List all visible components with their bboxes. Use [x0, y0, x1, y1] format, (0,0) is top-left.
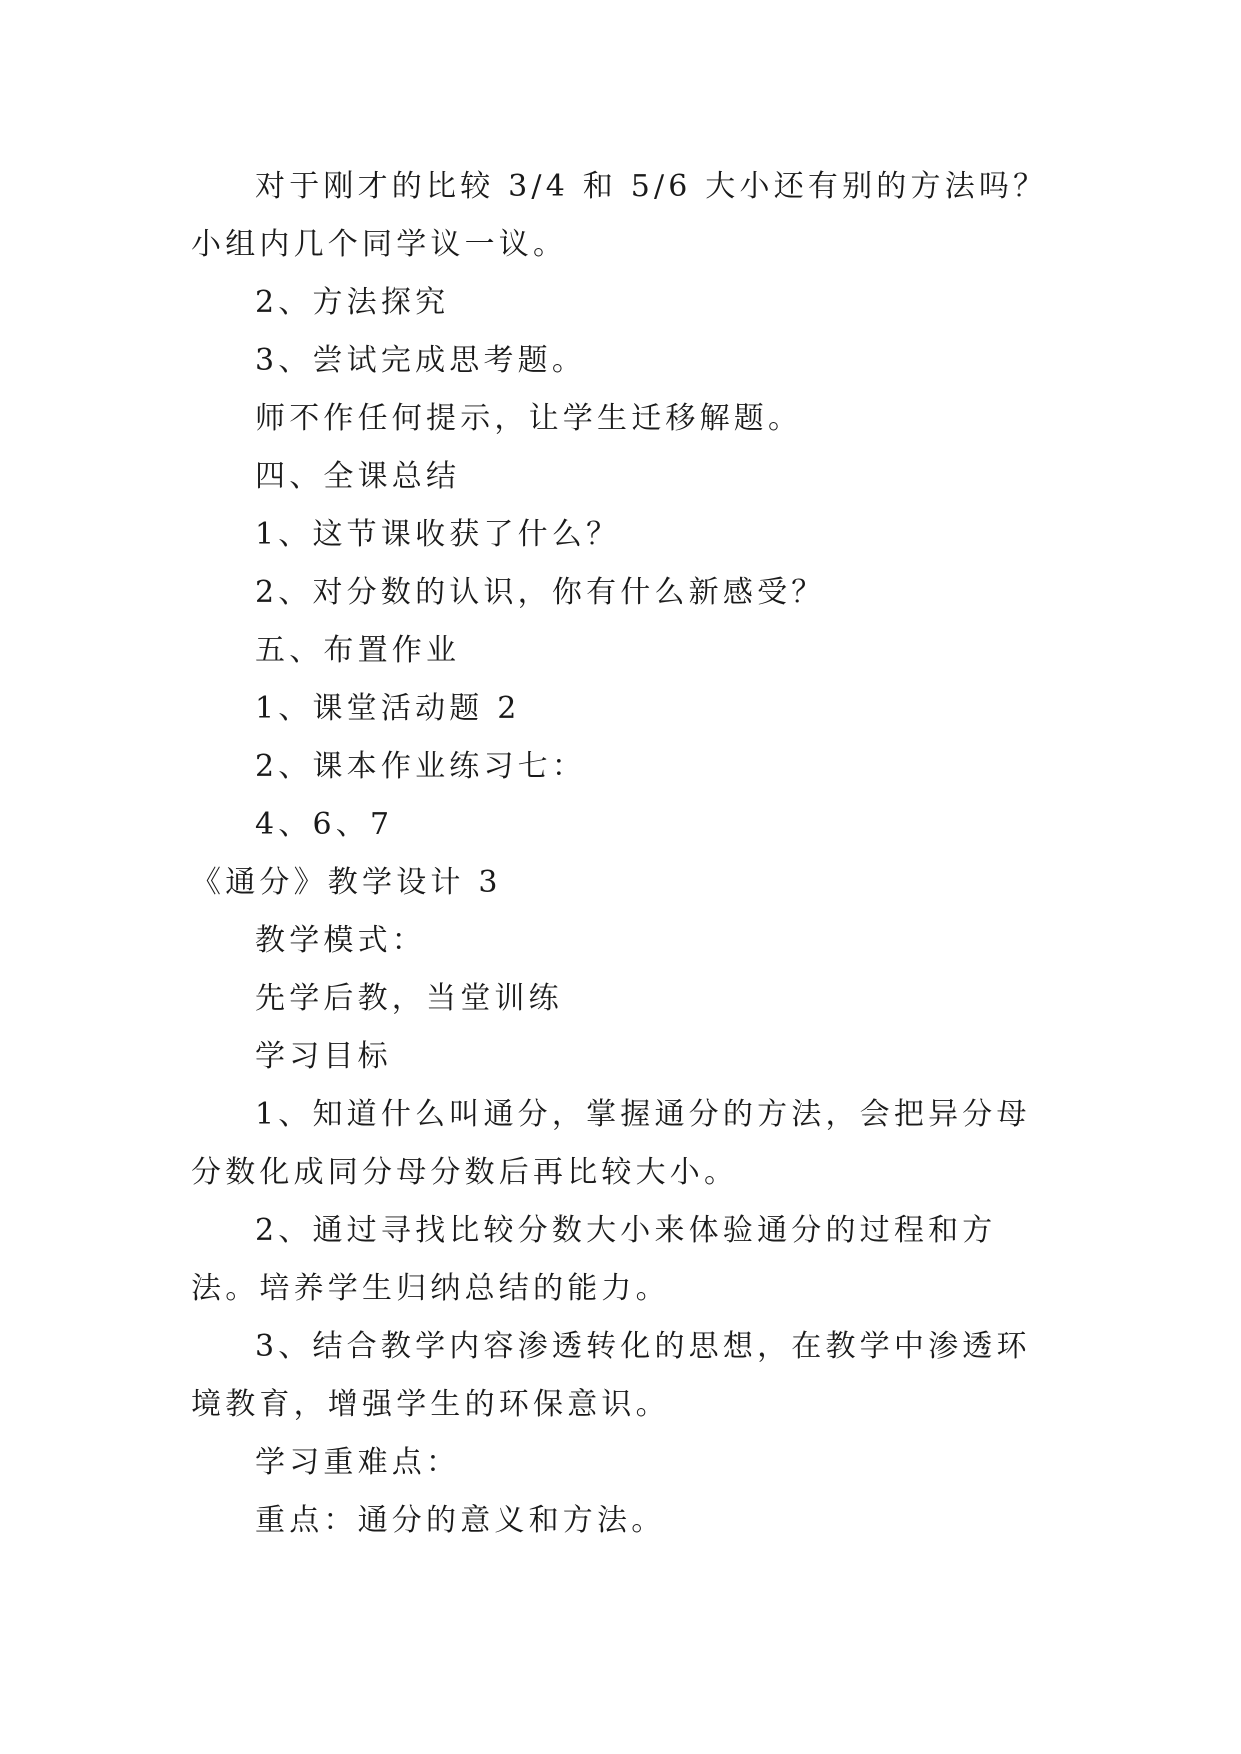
paragraph: 先学后教，当堂训练	[255, 981, 563, 1016]
paragraph: 重点：通分的意义和方法。	[255, 1503, 666, 1538]
section-heading: 四、全课总结	[255, 459, 461, 494]
paragraph: 2、方法探究	[255, 285, 450, 320]
paragraph: 3、尝试完成思考题。	[255, 343, 587, 378]
document-title: 《通分》教学设计 3	[191, 865, 502, 900]
paragraph: 对于刚才的比较 3/4 和 5/6 大小还有别的方法吗？小组内几个同学议一议。	[191, 169, 1048, 262]
paragraph: 1、这节课收获了什么？	[255, 517, 621, 552]
paragraph: 教学模式：	[255, 923, 426, 958]
section-heading: 五、布置作业	[255, 633, 461, 668]
paragraph: 1、课堂活动题 2	[255, 691, 521, 726]
paragraph: 2、课本作业练习七：	[255, 749, 587, 784]
paragraph: 3、结合教学内容渗透转化的思想，在教学中渗透环境教育，增强学生的环保意识。	[191, 1329, 1031, 1422]
paragraph: 2、对分数的认识，你有什么新感受？	[255, 575, 826, 610]
section-heading: 学习重难点：	[255, 1445, 461, 1480]
document-body	[191, 158, 1061, 1550]
paragraph: 1、知道什么叫通分，掌握通分的方法，会把异分母分数化成同分母分数后再比较大小。	[191, 1097, 1031, 1190]
paragraph: 4、6、7	[255, 807, 394, 842]
paragraph: 2、通过寻找比较分数大小来体验通分的过程和方法。培养学生归纳总结的能力。	[191, 1213, 997, 1306]
paragraph: 师不作任何提示，让学生迁移解题。	[255, 401, 803, 436]
section-heading: 学习目标	[255, 1039, 392, 1074]
